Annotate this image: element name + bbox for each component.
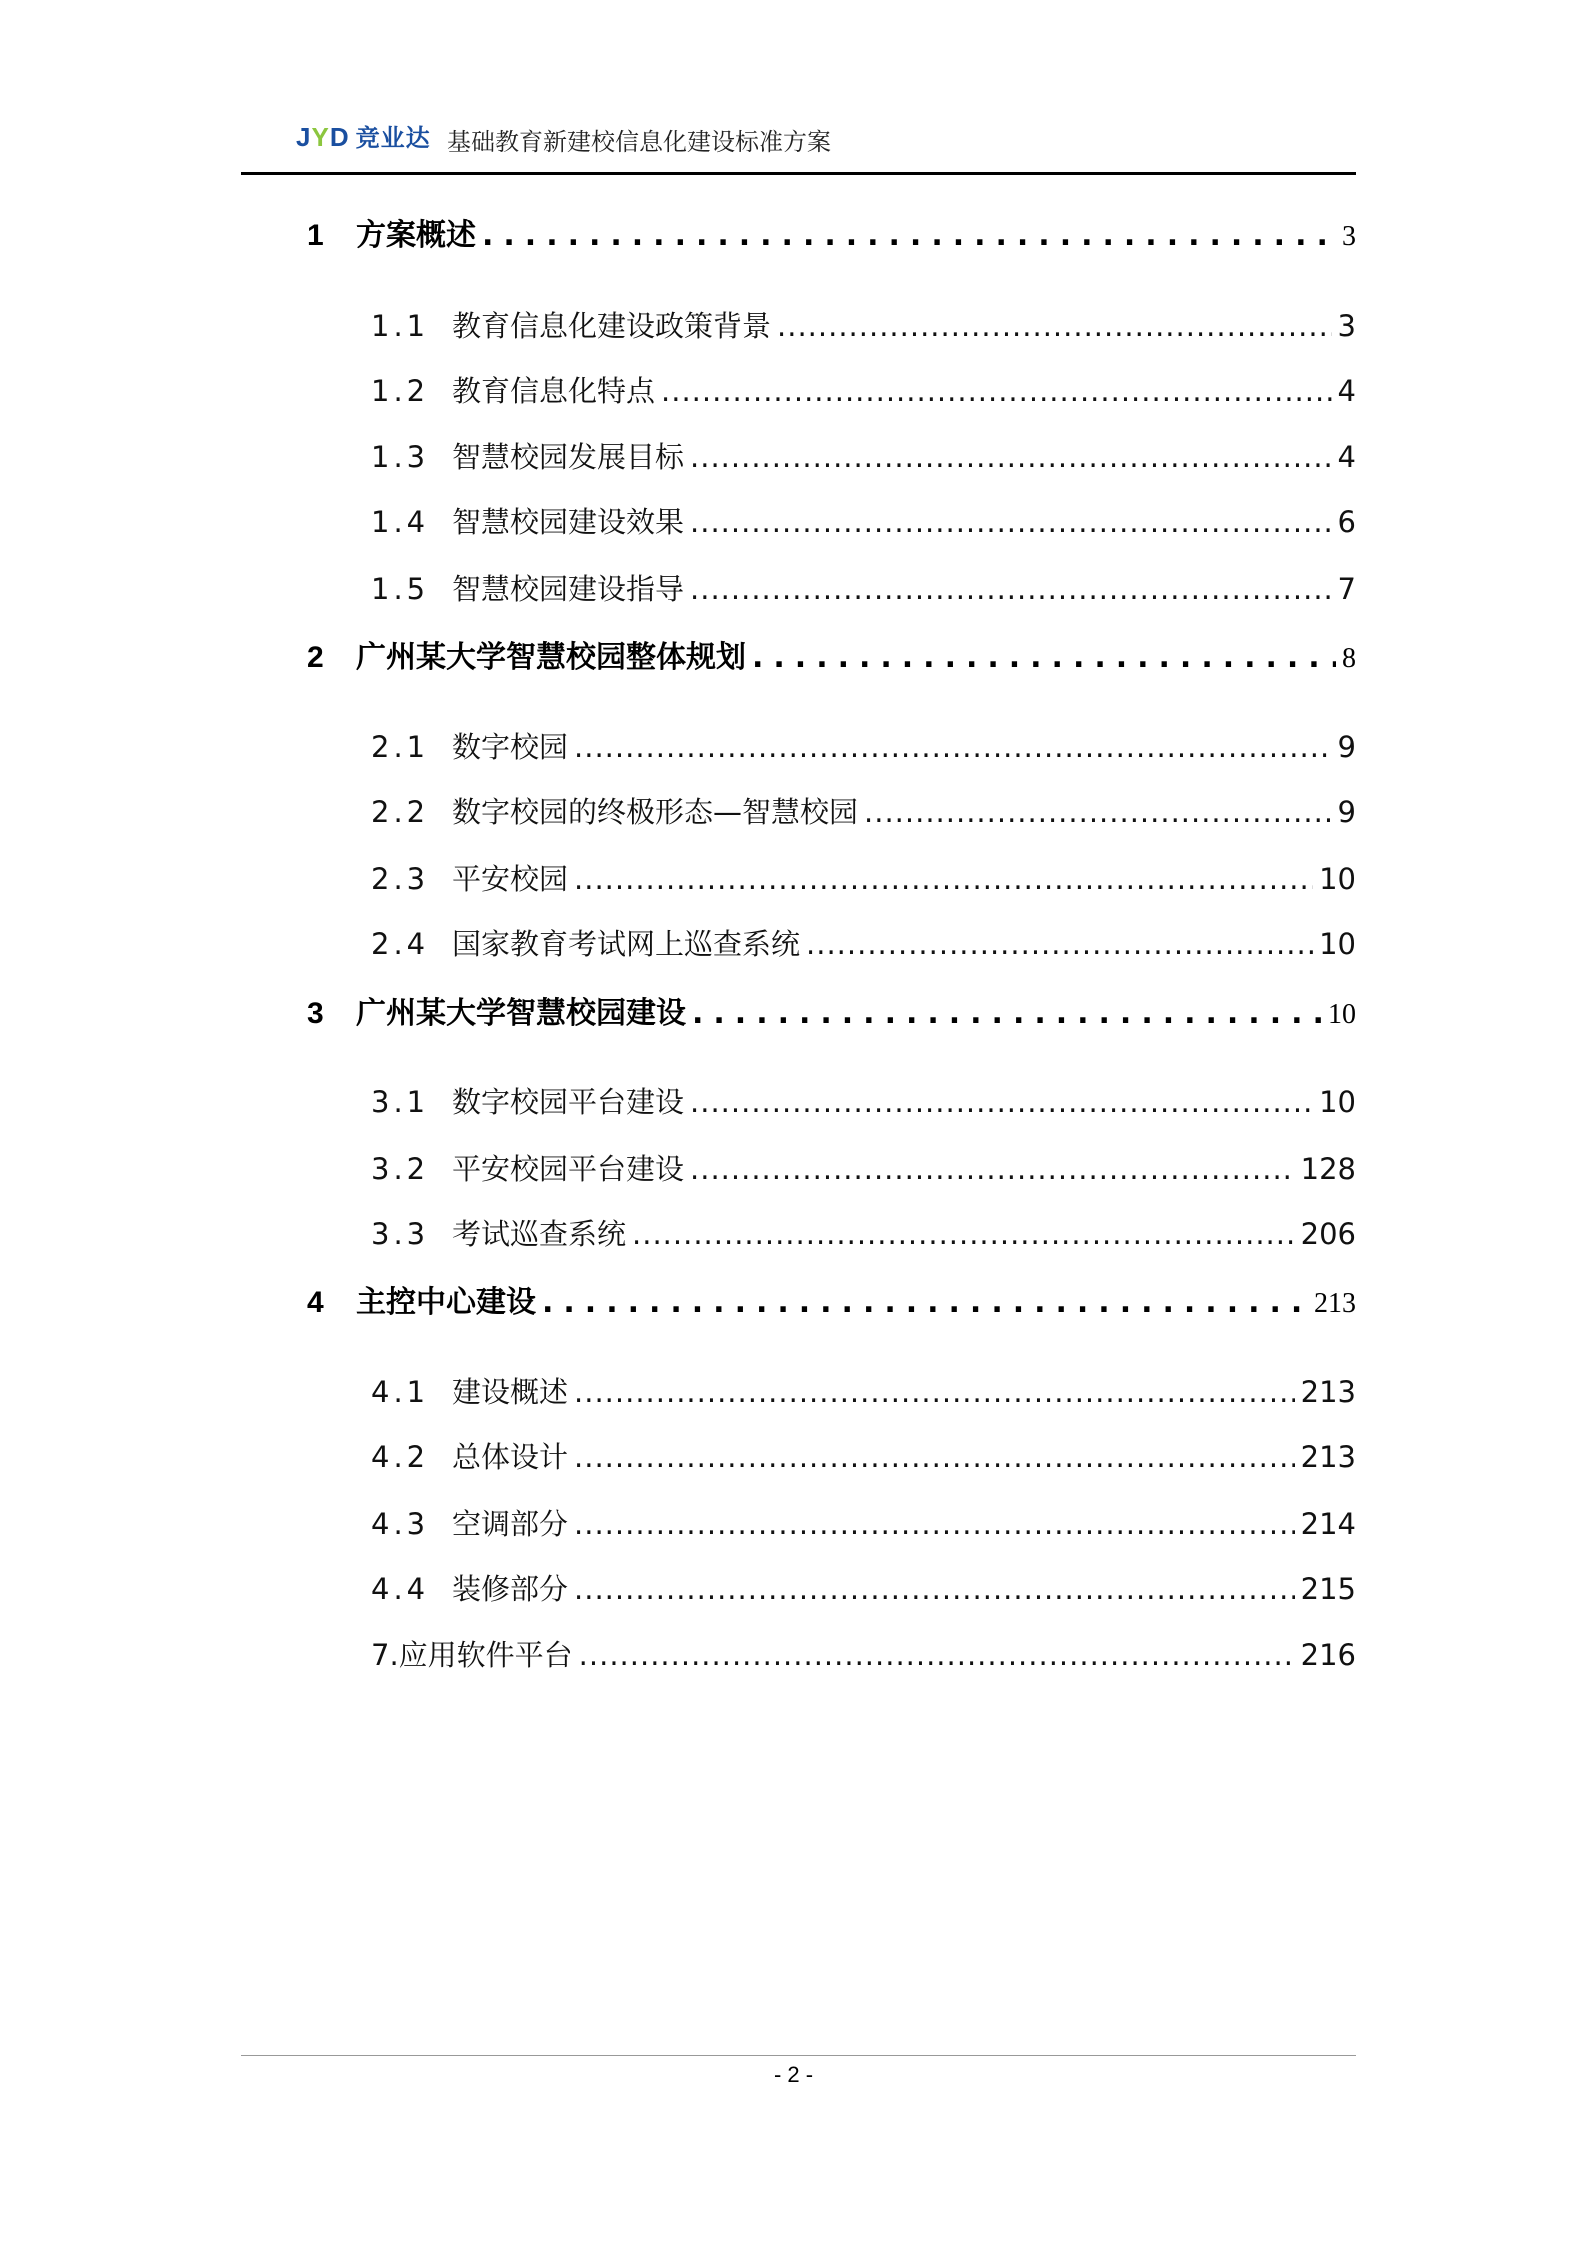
toc-entry-number: 1.5 xyxy=(371,572,430,606)
toc-entry-page: 9 xyxy=(1337,730,1356,764)
toc-entry-page: 10 xyxy=(1328,999,1356,1030)
toc-entry-number: 4.1 xyxy=(371,1375,430,1409)
toc-entry-number: 4.3 xyxy=(371,1507,430,1541)
toc-entry[interactable] xyxy=(371,567,1356,608)
toc-entry-number: 3.1 xyxy=(371,1085,430,1119)
toc-entry-page: 8 xyxy=(1342,643,1356,674)
toc-entry-page: 10 xyxy=(1319,927,1356,961)
toc-entry[interactable] xyxy=(307,988,1356,1032)
toc-entry-title: 7.应用软件平台 xyxy=(371,1638,573,1672)
toc-entry[interactable] xyxy=(307,632,1356,676)
company-logo: JYD 竞业达 xyxy=(296,122,431,152)
toc-entry-page: 213 xyxy=(1300,1375,1356,1409)
toc-entry[interactable] xyxy=(371,500,1356,541)
toc-leader-dots xyxy=(574,1507,1295,1541)
toc-entry[interactable] xyxy=(371,435,1356,476)
toc-entry-number: 1.2 xyxy=(371,374,430,408)
page-header xyxy=(241,110,1356,175)
toc-entry-number: 3 xyxy=(307,997,324,1030)
toc-leader-dots xyxy=(661,374,1332,408)
toc-entry-title: 空调部分 xyxy=(452,1507,569,1541)
toc-entry-title: 智慧校园发展目标 xyxy=(452,440,685,474)
toc-entry-title: 广州某大学智慧校园整体规划 xyxy=(356,640,746,675)
toc-entry-number: 4.2 xyxy=(371,1440,430,1474)
toc-entry-number: 2.2 xyxy=(371,795,430,829)
toc-entry-number: 2.1 xyxy=(371,730,430,764)
toc-leader-dots xyxy=(482,218,1336,253)
toc-entry-title: 平安校园平台建设 xyxy=(452,1152,685,1186)
toc-entry[interactable] xyxy=(371,1212,1356,1253)
toc-entry-title: 总体设计 xyxy=(452,1440,569,1474)
toc-leader-dots xyxy=(574,730,1332,764)
toc-leader-dots xyxy=(690,1152,1295,1186)
toc-entry[interactable] xyxy=(371,304,1356,345)
toc-entry-title: 平安校园 xyxy=(452,862,569,896)
toc-leader-dots xyxy=(574,1375,1295,1409)
toc-entry-title: 方案概述 xyxy=(356,218,476,253)
toc-entry-title: 数字校园 xyxy=(452,730,569,764)
toc-entry-title: 智慧校园建设效果 xyxy=(452,505,685,539)
toc-entry-page: 213 xyxy=(1314,1288,1356,1319)
page-number: - 2 - xyxy=(773,2062,814,2087)
toc-entry[interactable] xyxy=(371,1147,1356,1188)
toc-entry-number: 1 xyxy=(307,219,324,252)
toc-leader-dots xyxy=(752,640,1336,675)
toc-entry-page: 4 xyxy=(1337,374,1356,408)
toc-entry-number: 4.4 xyxy=(371,1572,430,1606)
toc-leader-dots xyxy=(632,1217,1295,1251)
toc-entry[interactable] xyxy=(371,922,1356,963)
toc-entry-page: 7 xyxy=(1337,572,1356,606)
toc-leader-dots xyxy=(690,505,1332,539)
toc-entry[interactable] xyxy=(371,790,1356,831)
toc-entry-title: 建设概述 xyxy=(452,1375,569,1409)
toc-entry-title: 装修部分 xyxy=(452,1572,569,1606)
toc-leader-dots xyxy=(864,795,1332,829)
toc-entry[interactable] xyxy=(371,1435,1356,1476)
toc-entry-page: 10 xyxy=(1319,1085,1356,1119)
toc-entry-title: 数字校园的终极形态—智慧校园 xyxy=(452,795,859,829)
toc-leader-dots xyxy=(574,862,1313,896)
toc-leader-dots xyxy=(690,572,1332,606)
toc-leader-dots xyxy=(574,1440,1295,1474)
toc-entry-number: 2.3 xyxy=(371,862,430,896)
toc-entry-title: 智慧校园建设指导 xyxy=(452,572,685,606)
toc-entry-title: 数字校园平台建设 xyxy=(452,1085,685,1119)
toc-entry-page: 3 xyxy=(1342,221,1356,252)
toc-entry[interactable] xyxy=(371,1370,1356,1411)
toc-leader-dots xyxy=(690,1085,1313,1119)
toc-entry-page: 213 xyxy=(1300,1440,1356,1474)
toc-entry-page: 214 xyxy=(1300,1507,1356,1541)
toc-entry[interactable] xyxy=(371,725,1356,766)
toc-entry[interactable] xyxy=(307,210,1356,254)
toc-entry-page: 206 xyxy=(1300,1217,1356,1251)
toc-entry-page: 215 xyxy=(1300,1572,1356,1606)
toc-entry-title: 考试巡查系统 xyxy=(452,1217,627,1251)
toc-entry-number: 1.4 xyxy=(371,505,430,539)
toc-entry-title: 主控中心建设 xyxy=(356,1285,536,1320)
document-title: 基础教育新建校信息化建设标准方案 xyxy=(447,128,831,156)
toc-entry-page: 4 xyxy=(1337,440,1356,474)
toc-leader-dots xyxy=(777,309,1332,343)
toc-entry-page: 9 xyxy=(1337,795,1356,829)
toc-entry-number: 2 xyxy=(307,641,324,674)
toc-entry[interactable] xyxy=(371,1633,1356,1674)
toc-entry-title: 教育信息化建设政策背景 xyxy=(452,309,772,343)
toc-entry-number: 1.3 xyxy=(371,440,430,474)
toc-entry-number: 2.4 xyxy=(371,927,430,961)
toc-entry[interactable] xyxy=(371,1502,1356,1543)
toc-entry-title: 广州某大学智慧校园建设 xyxy=(356,996,686,1031)
toc-leader-dots xyxy=(542,1285,1308,1320)
footer-divider xyxy=(241,2055,1356,2056)
toc-entry-title: 国家教育考试网上巡查系统 xyxy=(452,927,801,961)
toc-entry-page: 128 xyxy=(1300,1152,1356,1186)
toc-entry-number: 4 xyxy=(307,1286,324,1319)
toc-leader-dots xyxy=(806,927,1313,961)
toc-entry-title: 教育信息化特点 xyxy=(452,374,656,408)
toc-entry[interactable] xyxy=(371,369,1356,410)
toc-leader-dots xyxy=(690,440,1332,474)
toc-entry[interactable] xyxy=(371,1080,1356,1121)
toc-entry-number: 3.3 xyxy=(371,1217,430,1251)
toc-entry-page: 216 xyxy=(1300,1638,1356,1672)
toc-entry-page: 3 xyxy=(1337,309,1356,343)
toc-leader-dots xyxy=(574,1572,1295,1606)
toc-entry[interactable] xyxy=(371,1567,1356,1608)
toc-entry-number: 1.1 xyxy=(371,309,430,343)
toc-leader-dots xyxy=(692,996,1322,1031)
toc-leader-dots xyxy=(579,1638,1295,1672)
toc-entry-page: 6 xyxy=(1337,505,1356,539)
toc-entry-page: 10 xyxy=(1319,862,1356,896)
toc-entry[interactable] xyxy=(371,857,1356,898)
toc-entry-number: 3.2 xyxy=(371,1152,430,1186)
toc-entry[interactable] xyxy=(307,1277,1356,1321)
